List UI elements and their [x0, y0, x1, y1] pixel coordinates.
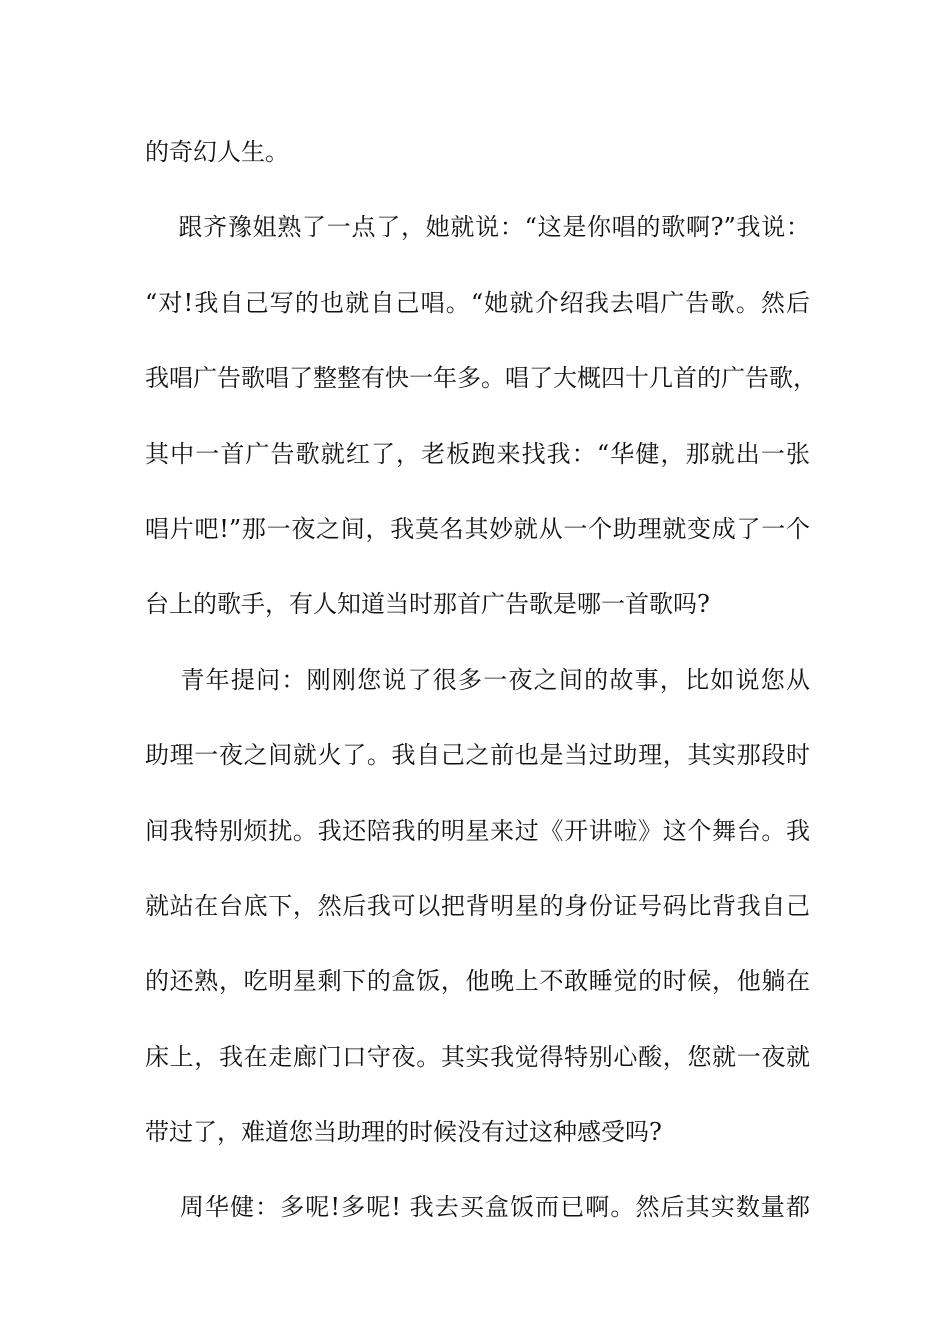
text-line: 我唱广告歌唱了整整有快一年多。唱了大概四十几首的广告歌， [145, 364, 817, 393]
text-line: 其中一首广告歌就红了，老板跑来找我：“华健，那就出一张 [145, 439, 810, 468]
text-line: 台上的歌手，有人知道当时那首广告歌是哪一首歌吗? [145, 590, 710, 619]
text-line: 的奇幻人生。 [145, 138, 289, 166]
text-line: 唱片吧!”那一夜之间，我莫名其妙就从一个助理就变成了一个 [145, 514, 810, 543]
text-line: 周华健：多呢!多呢! 我去买盒饭而已啊。然后其实数量都 [145, 1193, 810, 1222]
text-line: 间我特别烦扰。我还陪我的明星来过《开讲啦》这个舞台。我 [145, 816, 810, 845]
text-line: 带过了，难道您当助理的时候没有过这种感受吗? [145, 1118, 662, 1147]
document-page [145, 124, 817, 1255]
text-line: 床上，我在走廊门口守夜。其实我觉得特别心酸，您就一夜就 [145, 1042, 810, 1071]
text-line: 就站在台底下，然后我可以把背明星的身份证号码比背我自己 [145, 891, 810, 920]
text-line: 青年提问：刚刚您说了很多一夜之间的故事，比如说您从 [145, 665, 810, 694]
text-line: 助理一夜之间就火了。我自己之前也是当过助理，其实那段时 [145, 741, 810, 770]
text-line: 的还熟，吃明星剩下的盒饭，他晚上不敢睡觉的时候，他躺在 [145, 967, 810, 996]
text-line: 跟齐豫姐熟了一点了，她就说：“这是你唱的歌啊?”我说： [145, 213, 810, 242]
text-line: “对!我自己写的也就自己唱。“她就介绍我去唱广告歌。然后 [145, 288, 810, 317]
